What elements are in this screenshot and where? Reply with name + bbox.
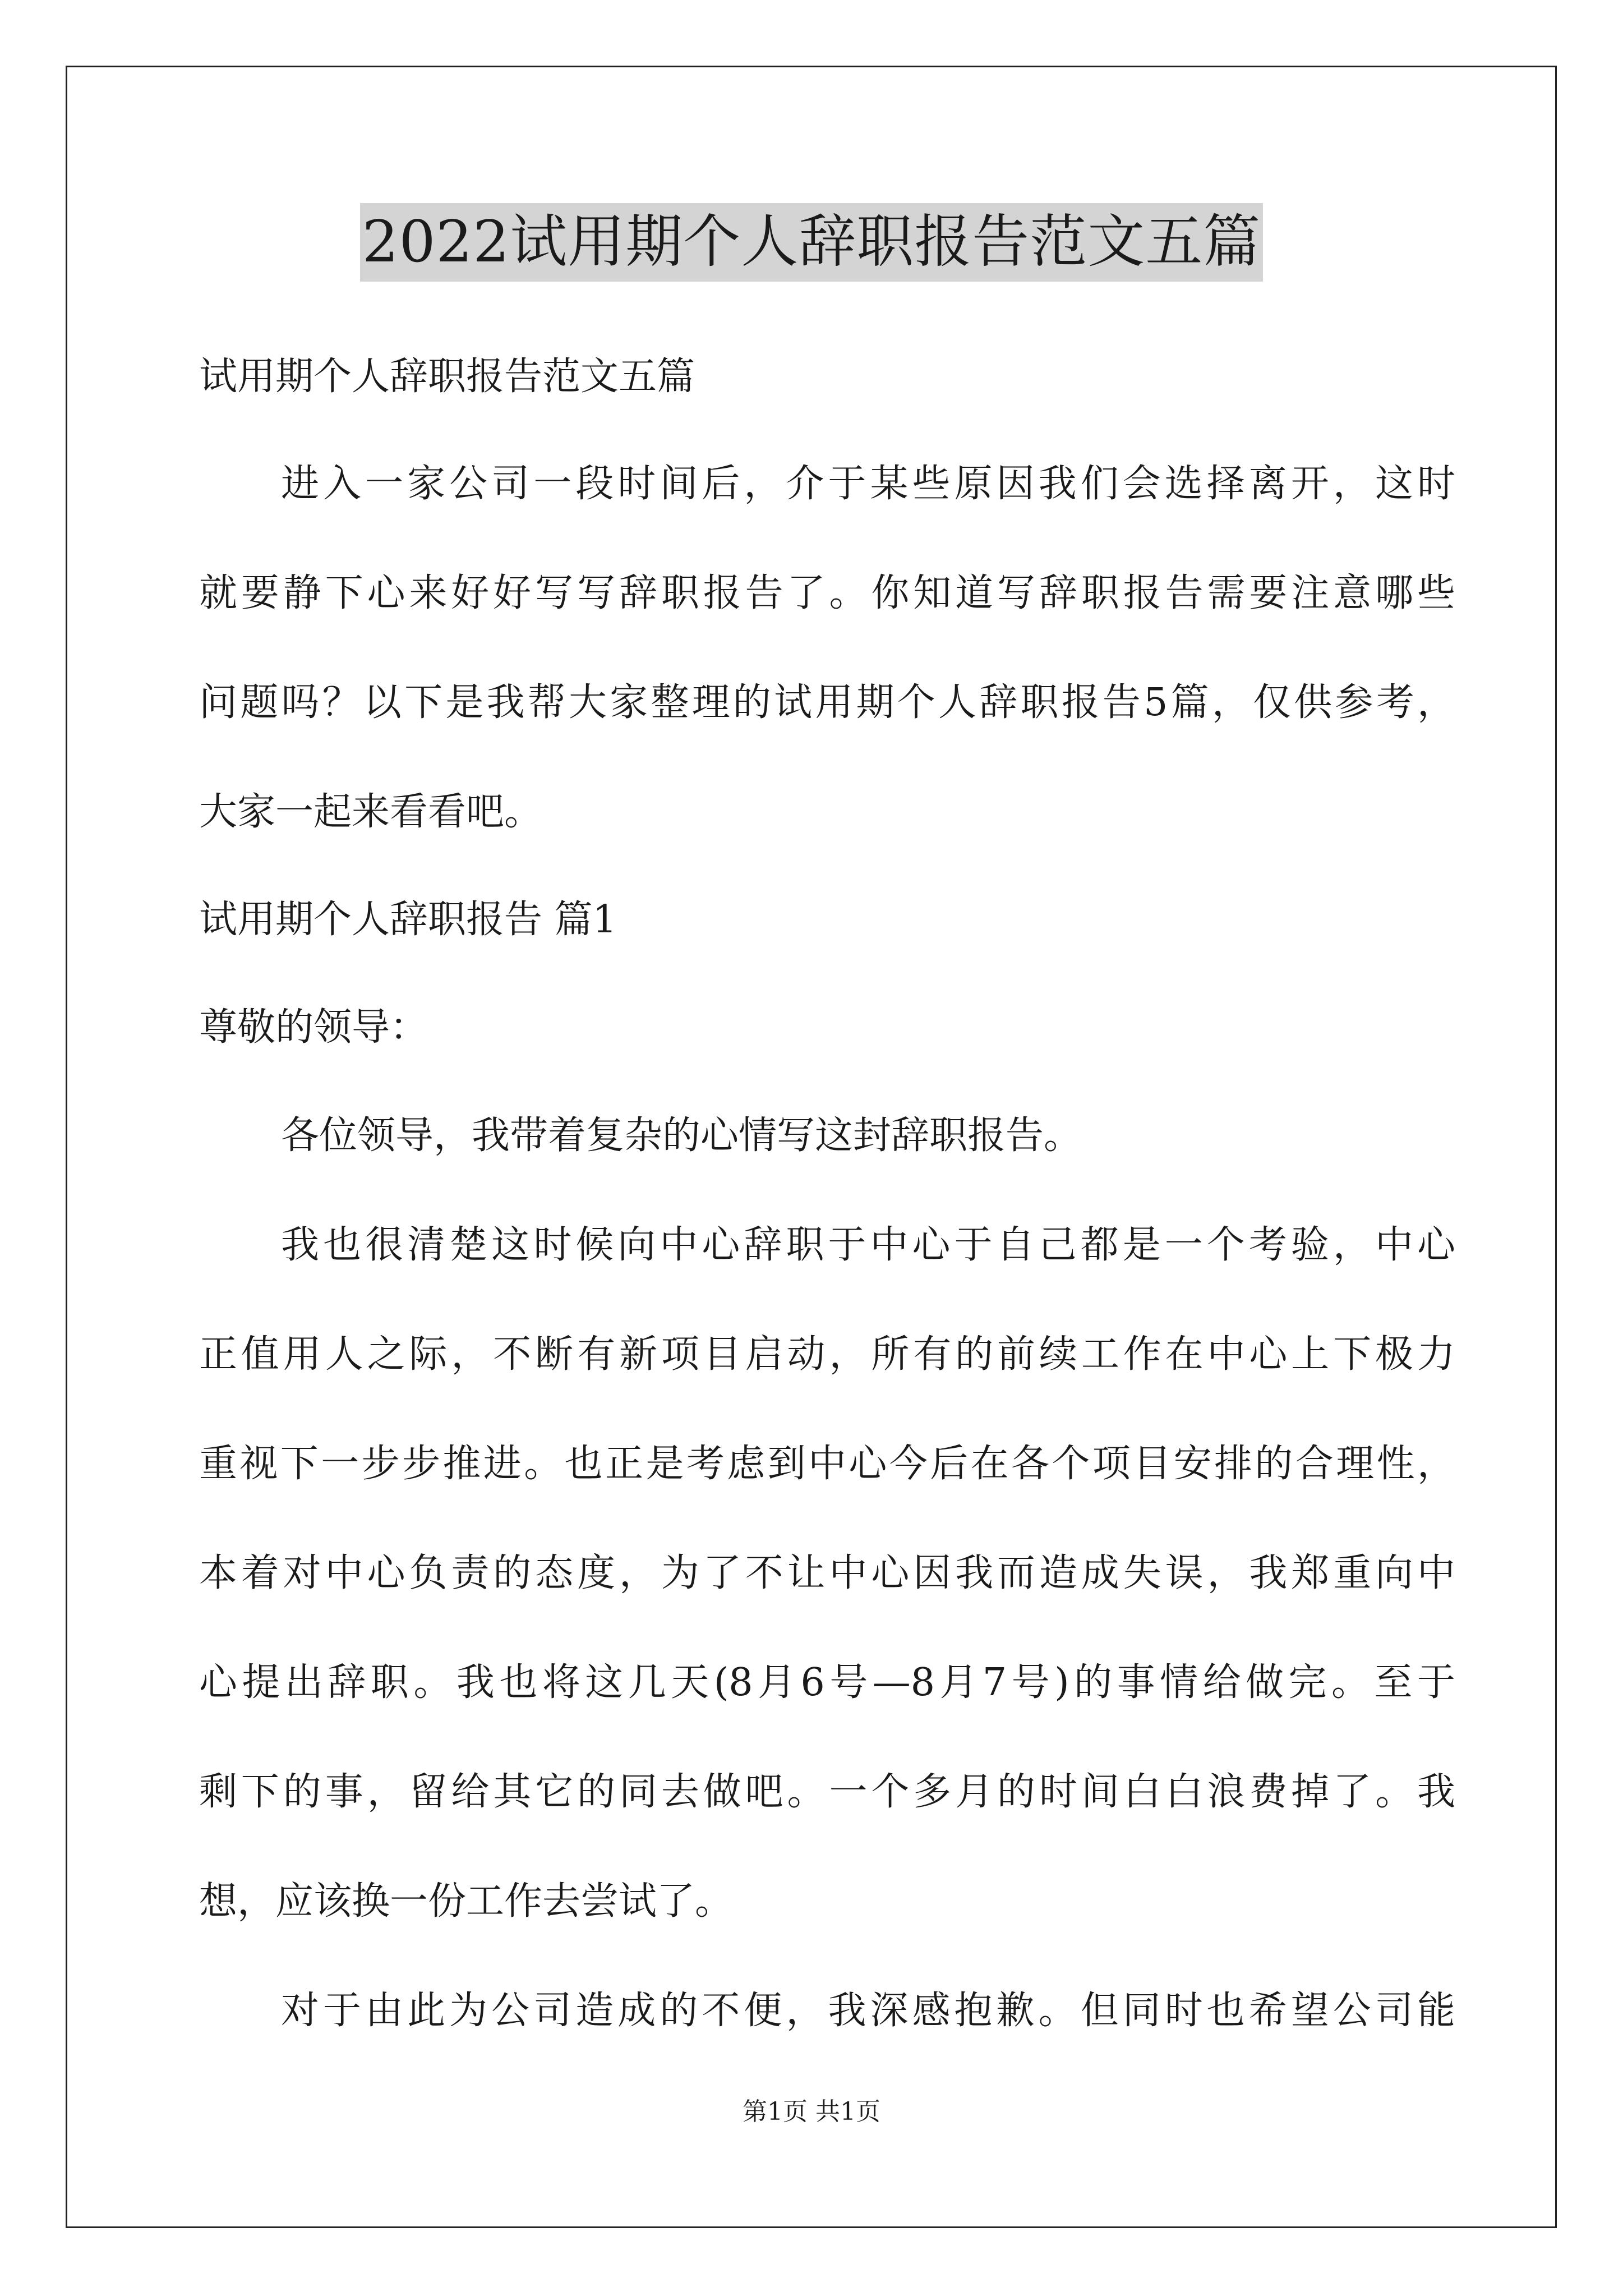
- subtitle: 试用期个人辞职报告范文五篇: [199, 355, 695, 399]
- paragraph-2-line-1: 我也很清楚这时候向中心辞职于中心于自己都是一个考验，中心: [281, 1223, 1455, 1267]
- paragraph-2-line-6: 剩下的事，留给其它的同去做吧。一个多月的时间白白浪费掉了。我: [199, 1770, 1455, 1814]
- paragraph-3-line-1: 对于由此为公司造成的不便，我深感抱歉。但同时也希望公司能: [281, 1989, 1455, 2033]
- paragraph-2-line-3: 重视下一步步推进。也正是考虑到中心今后在各个项目安排的合理性，: [199, 1442, 1455, 1486]
- salutation: 尊敬的领导：: [199, 1005, 428, 1050]
- paragraph-2-line-7: 想，应该换一份工作去尝试了。: [199, 1879, 734, 1924]
- document-title-text: 2022试用期个人辞职报告范文五篇: [360, 203, 1264, 282]
- paragraph-1: 各位领导，我带着复杂的心情写这封辞职报告。: [281, 1114, 1082, 1158]
- section-heading: 试用期个人辞职报告 篇1: [199, 898, 617, 942]
- intro-line-2: 就要静下心来好好写写辞职报告了。你知道写辞职报告需要注意哪些: [199, 571, 1455, 615]
- intro-line-3: 问题吗？以下是我帮大家整理的试用期个人辞职报告5篇，仅供参考，: [199, 680, 1455, 725]
- document-title: [0, 203, 1623, 298]
- intro-line-4: 大家一起来看看吧。: [199, 790, 543, 834]
- intro-line-1: 进入一家公司一段时间后，介于某些原因我们会选择离开，这时: [281, 462, 1455, 506]
- page-footer: 第1页 共1页: [743, 2097, 880, 2126]
- paragraph-2-line-5: 心提出辞职。我也将这几天(8月6号—8月7号)的事情给做完。至于: [199, 1660, 1455, 1705]
- paragraph-2-line-4: 本着对中心负责的态度，为了不让中心因我而造成失误，我郑重向中: [199, 1551, 1455, 1595]
- paragraph-2-line-2: 正值用人之际，不断有新项目启动，所有的前续工作在中心上下极力: [199, 1332, 1455, 1377]
